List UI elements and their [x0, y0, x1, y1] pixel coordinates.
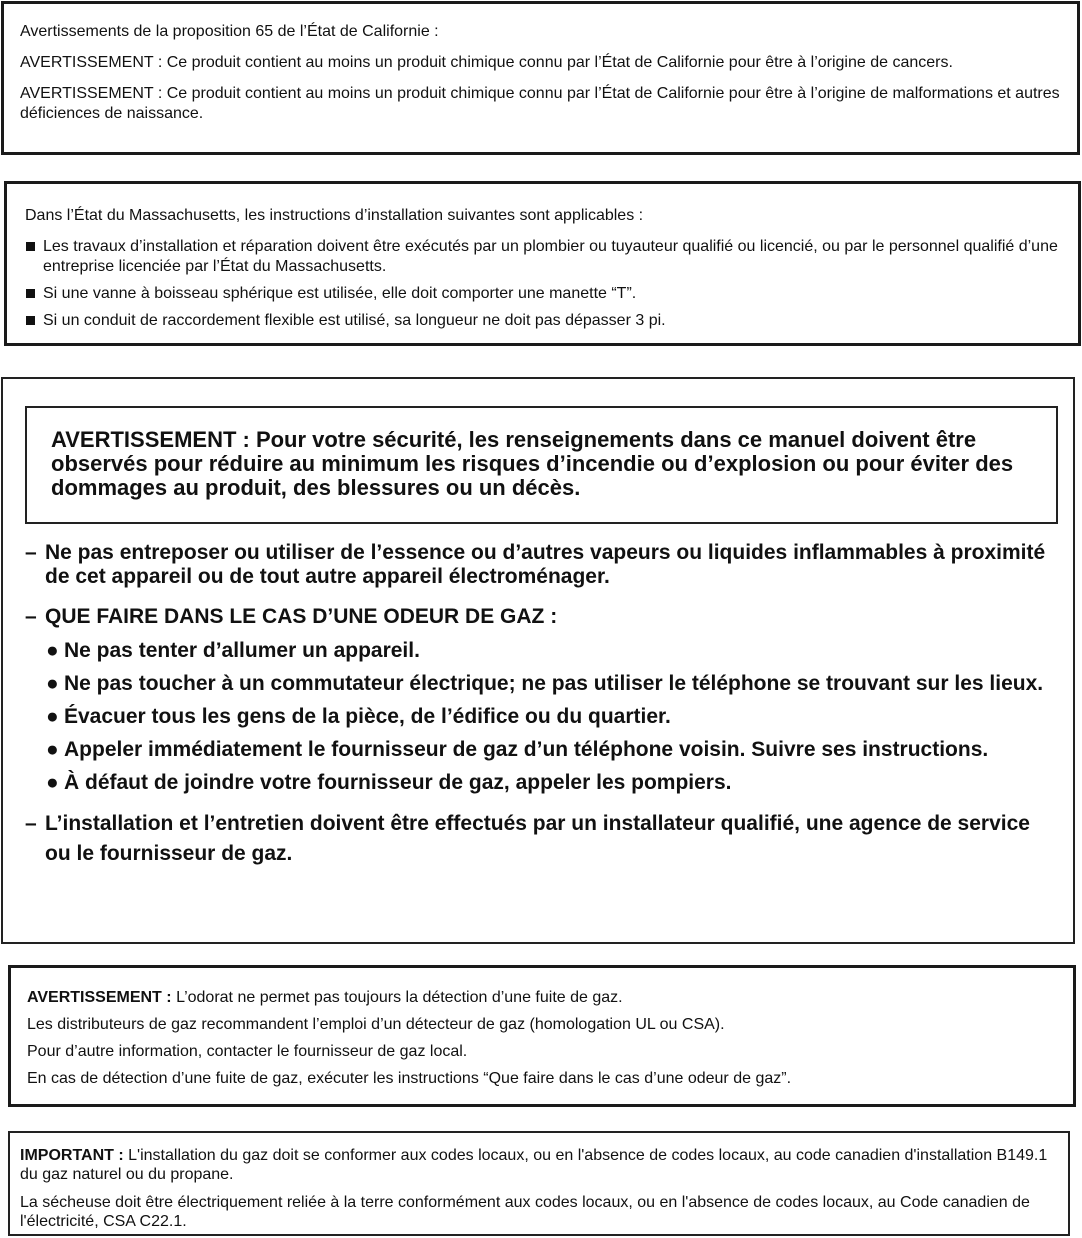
safety-warning: [1, 377, 1075, 944]
gas-step: ● Ne pas tenter d’allumer un appareil.: [46, 639, 420, 662]
dash-icon: –: [25, 605, 37, 628]
list-item: Si un conduit de raccordement flexible est utilisé, sa longueur ne doit pas dépasser 3 pi.: [25, 311, 1060, 331]
bullet-icon: ●: [46, 672, 59, 695]
odor-line: AVERTISSEMENT : L’odorat ne permet pas toujours la détection d’une fuite de gaz.: [27, 989, 623, 1006]
bullet-icon: ●: [46, 705, 59, 728]
square-bullet-icon: [26, 316, 35, 325]
gas-step: ● Appeler immédiatement le fournisseur de gaz d’un téléphone voisin. Suivre ses instructions.: [46, 738, 989, 761]
odor-line: Pour d’autre information, contacter le fournisseur de gaz local.: [27, 1043, 468, 1060]
prop65-notice: [1, 1, 1080, 155]
important-electrical-code: La sécheuse doit être électriquement reliée à la terre conformément aux codes locaux, ou en l'absence de codes locaux, au Code canadien de l'électricité, CSA C22.1.: [20, 1194, 1030, 1230]
safety-warning-body: [25, 541, 1055, 869]
gas-step: ● Ne pas toucher à un commutateur électrique; ne pas utiliser le téléphone se trouvant sur les lieux.: [46, 672, 1044, 695]
safety-warning-header: AVERTISSEMENT : Pour votre sécurité, les renseignements dans ce manuel doivent être observés pour réduire au minimum les risques d’incendie ou d’explosion ou pour éviter des dommages au produit, des blessures ou un décès.: [25, 406, 1058, 524]
square-bullet-icon: [26, 289, 35, 298]
list-item: Les travaux d’installation et réparation doivent être exécutés par un plombier ou tuyauteur qualifié ou licencié, ou par le personnel qualifié d’une entreprise licenciée par l’État du Massachusetts.: [25, 237, 1060, 277]
gas-step: ● Évacuer tous les gens de la pièce, de l’édifice ou du quartier.: [46, 705, 671, 728]
dash-icon: –: [25, 812, 37, 835]
prop65-warning-birth-defects: AVERTISSEMENT : Ce produit contient au moins un produit chimique connu par l’État de Californie pour être à l’origine de malformations et autres déficiences de naissance.: [20, 85, 1060, 122]
gas-step: ● À défaut de joindre votre fournisseur de gaz, appeler les pompiers.: [46, 771, 732, 794]
odor-line: En cas de détection d’une fuite de gaz, exécuter les instructions “Que faire dans le cas d’une odeur de gaz”.: [27, 1070, 792, 1087]
flammables-warning: – Ne pas entreposer ou utiliser de l’essence ou d’autres vapeurs ou liquides inflammables à proximité de cet appareil ou de tout autre appareil électroménager.: [25, 541, 1046, 588]
massachusetts-notice: [4, 181, 1081, 346]
installation-warning: – L’installation et l’entretien doivent être effectués par un installateur qualifié, une agence de service ou le fournisseur de gaz.: [25, 809, 1055, 869]
gas-odor-notice: [8, 965, 1076, 1107]
massachusetts-list: [25, 237, 1060, 331]
odor-line: Les distributeurs de gaz recommandent l’emploi d’un détecteur de gaz (homologation UL ou CSA).: [27, 1016, 725, 1033]
bullet-icon: ●: [46, 738, 59, 761]
square-bullet-icon: [26, 242, 35, 251]
dash-icon: –: [25, 541, 37, 564]
bullet-icon: ●: [46, 639, 59, 662]
massachusetts-intro: Dans l’État du Massachusetts, les instructions d’installation suivantes sont applicables :: [25, 207, 644, 224]
bullet-icon: ●: [46, 771, 59, 794]
important-gas-code: IMPORTANT : L'installation du gaz doit se conformer aux codes locaux, ou en l'absence de codes locaux, au code canadien d'installation B149.1 du gaz naturel ou du propane.: [20, 1147, 1048, 1183]
prop65-warning-cancer: AVERTISSEMENT : Ce produit contient au moins un produit chimique connu par l’État de Californie pour être à l’origine de cancers.: [20, 54, 953, 71]
list-item: Si une vanne à boisseau sphérique est utilisée, elle doit comporter une manette “T”.: [25, 284, 1060, 304]
gas-odor-title: – QUE FAIRE DANS LE CAS D’UNE ODEUR DE GAZ :: [25, 605, 558, 628]
odor-label: AVERTISSEMENT :: [27, 989, 172, 1006]
important-notice: [8, 1131, 1070, 1236]
important-label: IMPORTANT :: [20, 1147, 124, 1164]
prop65-title: Avertissements de la proposition 65 de l’État de Californie :: [20, 23, 439, 40]
